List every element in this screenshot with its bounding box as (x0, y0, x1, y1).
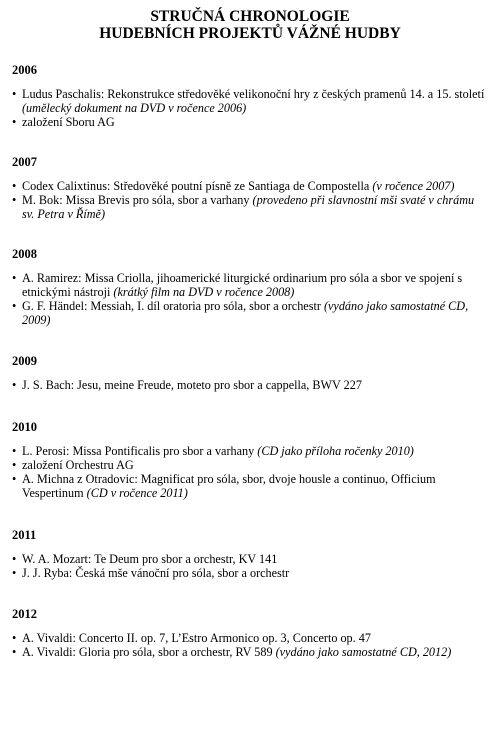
entry-note: (vydáno jako samostatné CD, 2009) (22, 299, 469, 327)
list-item (12, 552, 488, 566)
section-2008 (12, 247, 488, 327)
list-item (12, 299, 488, 327)
entry-text: J. J. Ryba: Česká mše vánoční pro sóla, sbor a orchestr (22, 566, 290, 580)
section-2009 (12, 354, 488, 392)
entry-list (12, 378, 488, 392)
entry-list (12, 179, 488, 221)
entry-text: A. Ramirez: Missa Criolla, jihoamerické liturgické ordinarium pro sóla a sbor ve spojení s etnickými nástroji (22, 271, 463, 299)
list-item (12, 566, 488, 580)
list-item (12, 193, 488, 221)
entry-text: založení Sboru AG (22, 115, 115, 129)
page-title (12, 8, 488, 42)
list-item (12, 378, 488, 392)
list-item (12, 631, 488, 645)
bullet-icon: • (12, 378, 17, 392)
entry-text: W. A. Mozart: Te Deum pro sbor a orchestr, KV 141 (22, 552, 278, 566)
entry-note: (vydáno jako samostatné CD, 2012) (275, 645, 452, 659)
entry-text: Codex Calixtinus: Středověké poutní písně ze Santiaga de Compostella (22, 179, 373, 193)
year-heading: 2011 (12, 528, 37, 542)
year-heading: 2006 (12, 63, 37, 77)
entry-text: A. Vivaldi: Concerto II. op. 7, L’Estro Armonico op. 3, Concerto op. 47 (22, 631, 371, 645)
section-2010 (12, 420, 488, 500)
bullet-icon: • (12, 87, 17, 101)
year-heading: 2007 (12, 155, 37, 169)
section-2007 (12, 155, 488, 221)
list-item (12, 444, 488, 458)
entry-text: A. Michna z Otradovic: Magnificat pro sóla, sbor, dvoje housle a continuo, Officium Vespertinum (22, 472, 436, 500)
bullet-icon: • (12, 193, 17, 207)
entry-list (12, 271, 488, 327)
entry-note: (krátký film na DVD v ročence 2008) (113, 285, 295, 299)
entry-list (12, 552, 488, 580)
entry-note: (umělecký dokument na DVD v ročence 2006) (22, 101, 247, 115)
entry-text: G. F. Händel: Messiah, I. díl oratoria pro sóla, sbor a orchestr (22, 299, 324, 313)
bullet-icon: • (12, 115, 17, 129)
entry-note: (CD v ročence 2011) (86, 486, 188, 500)
list-item (12, 179, 488, 193)
entry-text: založení Orchestru AG (22, 458, 134, 472)
entry-text: A. Vivaldi: Gloria pro sóla, sbor a orchestr, RV 589 (22, 645, 276, 659)
list-item (12, 87, 488, 115)
entry-text: L. Perosi: Missa Pontificalis pro sbor a varhany (22, 444, 258, 458)
bullet-icon: • (12, 566, 17, 580)
bullet-icon: • (12, 458, 17, 472)
bullet-icon: • (12, 179, 17, 193)
bullet-icon: • (12, 271, 17, 285)
list-item (12, 472, 488, 500)
entry-text: M. Bok: Missa Brevis pro sóla, sbor a varhany (22, 193, 253, 207)
entry-note: (CD jako příloha ročenky 2010) (257, 444, 414, 458)
bullet-icon: • (12, 645, 17, 659)
year-heading: 2012 (12, 607, 37, 621)
section-2012 (12, 607, 488, 659)
section-2011 (12, 528, 488, 580)
bullet-icon: • (12, 444, 17, 458)
list-item (12, 645, 488, 659)
bullet-icon: • (12, 552, 17, 566)
list-item (12, 271, 488, 299)
list-item (12, 115, 488, 129)
year-heading: 2010 (12, 420, 37, 434)
list-item (12, 458, 488, 472)
entry-list (12, 87, 488, 129)
year-heading: 2009 (12, 354, 37, 368)
entry-note: (v ročence 2007) (372, 179, 455, 193)
section-2006 (12, 63, 488, 129)
bullet-icon: • (12, 299, 17, 313)
title-line-2: HUDEBNÍCH PROJEKTŮ VÁŽNÉ HUDBY (99, 25, 401, 42)
entry-text: Ludus Paschalis: Rekonstrukce středověké velikonoční hry z českých pramenů 14. a 15. století (22, 87, 485, 101)
entry-note: (provedeno při slavnostní mši svaté v chrámu sv. Petra v Římě) (22, 193, 475, 221)
entry-text: J. S. Bach: Jesu, meine Freude, moteto pro sbor a cappella, BWV 227 (22, 378, 362, 392)
entry-list (12, 444, 488, 500)
entry-list (12, 631, 488, 659)
title-line-1: STRUČNÁ CHRONOLOGIE (150, 8, 350, 25)
year-heading: 2008 (12, 247, 37, 261)
bullet-icon: • (12, 472, 17, 486)
bullet-icon: • (12, 631, 17, 645)
